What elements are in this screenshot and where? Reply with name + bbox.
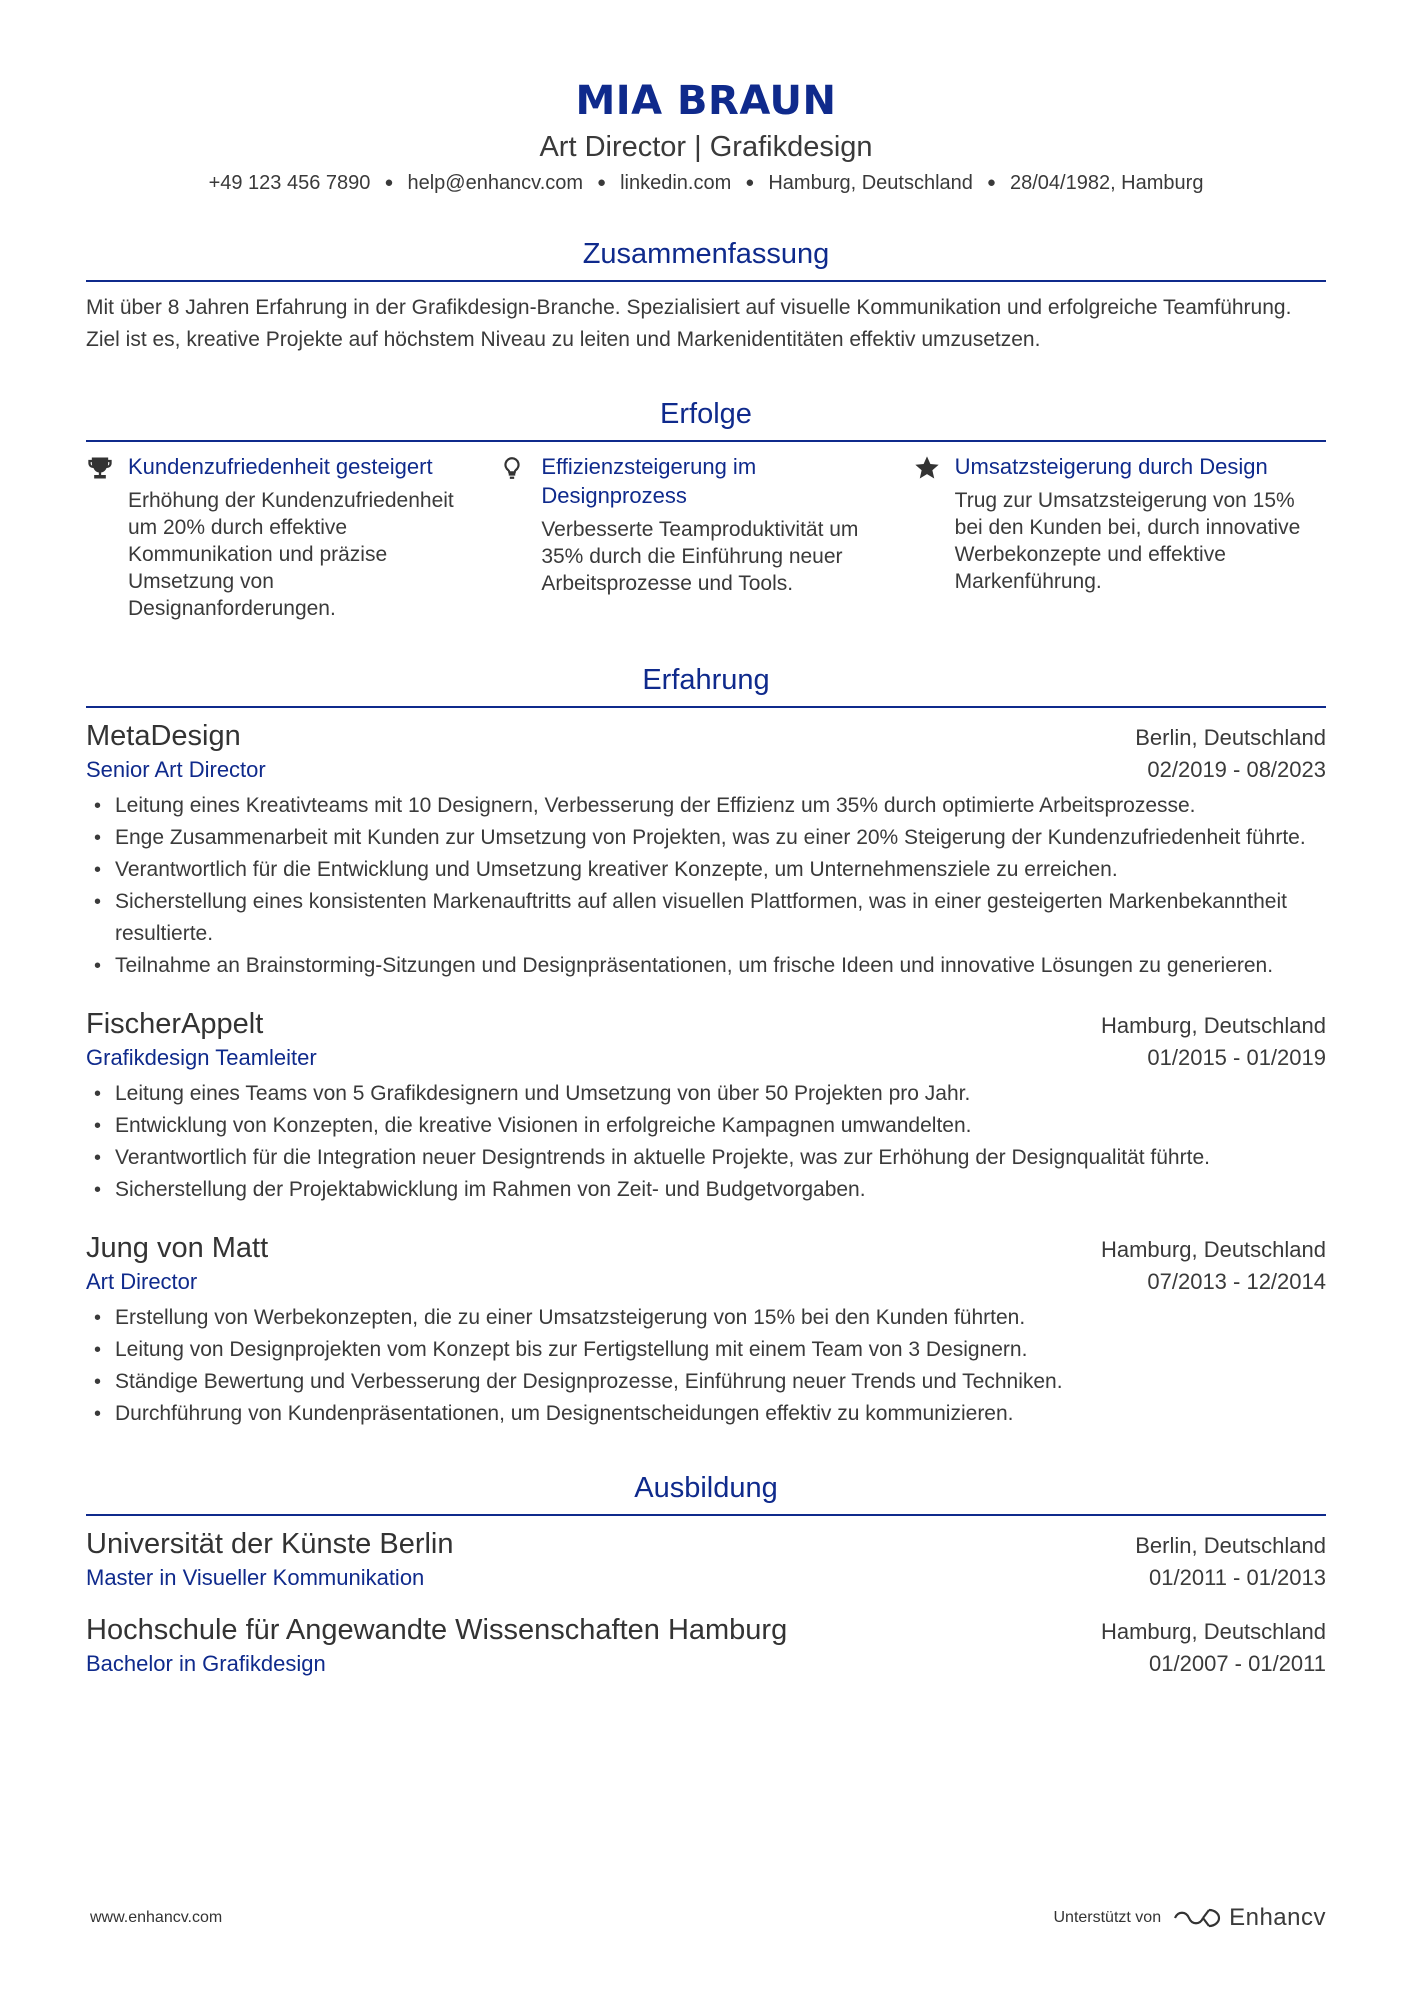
achievement-item bbox=[913, 452, 1326, 622]
degree-name: Master in Visueller Kommunikation bbox=[86, 1565, 425, 1590]
list-item: • Sicherstellung der Projektabwicklung im Rahmen von Zeit- und Budgetvorgaben. bbox=[86, 1174, 1326, 1206]
company-name: Jung von Matt bbox=[86, 1232, 269, 1264]
job-location: Hamburg, Deutschland bbox=[1100, 1013, 1326, 1038]
contact-line bbox=[86, 170, 1326, 196]
achievement-item bbox=[86, 452, 499, 622]
achievement-description: Erhöhung der Kundenzufriedenheit um 20% durch effektive Kommunikation und präzise Umsetzung von Designanforderungen. bbox=[128, 489, 454, 620]
section-title-summary: Zusammenfassung bbox=[582, 238, 830, 270]
lightbulb-icon bbox=[499, 452, 541, 622]
candidate-name: MIA BRAUN bbox=[575, 78, 837, 124]
job-entry bbox=[86, 1006, 1326, 1206]
list-item: • Leitung eines Kreativteams mit 10 Designern, Verbesserung der Effizienz um 35% durch optimierte Arbeitsprozesse. bbox=[86, 790, 1326, 822]
achievements-grid bbox=[86, 452, 1326, 622]
job-role: Senior Art Director bbox=[86, 757, 266, 782]
powered-by-text: Unterstützt von bbox=[1053, 1909, 1162, 1926]
list-item: • Enge Zusammenarbeit mit Kunden zur Umsetzung von Projekten, was zu einer 20% Steigerung der Kundenzufriedenheit führte. bbox=[86, 822, 1326, 854]
bullet-separator: ● bbox=[384, 174, 394, 191]
bullet-separator: ● bbox=[986, 174, 996, 191]
star-icon bbox=[913, 452, 955, 622]
section-divider bbox=[86, 440, 1326, 442]
footer-website-link[interactable]: www.enhancv.com bbox=[90, 1909, 223, 1926]
section-divider bbox=[86, 280, 1326, 282]
bullet-separator: ● bbox=[745, 174, 755, 191]
achievement-title: Effizienzsteigerung im Designprozess bbox=[541, 454, 757, 508]
job-entry bbox=[86, 718, 1326, 982]
candidate-headline: Art Director | Grafikdesign bbox=[539, 131, 873, 163]
job-bullets bbox=[86, 790, 1326, 982]
education-entry bbox=[86, 1612, 1326, 1680]
brand-name: Enhancv bbox=[1229, 1904, 1326, 1931]
resume-header bbox=[86, 0, 1326, 196]
job-location: Hamburg, Deutschland bbox=[1100, 1237, 1326, 1262]
summary-text: Mit über 8 Jahren Erfahrung in der Grafikdesign-Branche. Spezialisiert auf visuelle Kommunikation und erfolgreiche Teamführung. Ziel ist es, kreative Projekte auf höchstem Niveau zu leiten und Markenidentitäten effektiv umzusetzen. bbox=[86, 296, 1292, 351]
list-item: • Teilnahme an Brainstorming-Sitzungen und Designpräsentationen, um frische Ideen und innovative Lösungen zu generieren. bbox=[86, 950, 1326, 982]
section-divider bbox=[86, 706, 1326, 708]
job-bullets bbox=[86, 1078, 1326, 1206]
birth-info-text: 28/04/1982, Hamburg bbox=[1009, 172, 1204, 194]
resume-page bbox=[86, 0, 1326, 1995]
list-item: • Verantwortlich für die Integration neuer Designtrends in aktuelle Projekte, was zur Erhöhung der Designqualität führte. bbox=[86, 1142, 1326, 1174]
location-text: Hamburg, Deutschland bbox=[768, 172, 973, 194]
list-item: • Leitung eines Teams von 5 Grafikdesignern und Umsetzung von über 50 Projekten pro Jahr. bbox=[86, 1078, 1326, 1110]
list-item: • Leitung von Designprojekten vom Konzept bis zur Fertigstellung mit einem Team von 3 Designern. bbox=[86, 1334, 1326, 1366]
degree-name: Bachelor in Grafikdesign bbox=[86, 1651, 326, 1676]
job-bullets bbox=[86, 1302, 1326, 1430]
trophy-icon bbox=[86, 452, 128, 622]
email-link[interactable]: help@enhancv.com bbox=[407, 172, 584, 194]
section-title-achievements: Erfolge bbox=[660, 398, 752, 430]
list-item: • Erstellung von Werbekonzepten, die zu einer Umsatzsteigerung von 15% bei den Kunden führten. bbox=[86, 1302, 1326, 1334]
job-dates: 01/2015 - 01/2019 bbox=[1147, 1045, 1326, 1070]
list-item: • Verantwortlich für die Entwicklung und Umsetzung kreativer Konzepte, um Unternehmensziele zu erreichen. bbox=[86, 854, 1326, 886]
school-location: Hamburg, Deutschland bbox=[1100, 1619, 1326, 1644]
education-dates: 01/2011 - 01/2013 bbox=[1149, 1565, 1326, 1590]
page-footer bbox=[86, 1904, 1326, 1932]
job-entry bbox=[86, 1230, 1326, 1430]
achievement-description: Trug zur Umsatzsteigerung von 15% bei den Kunden bei, durch innovative Werbekonzepte und effektive Markenführung. bbox=[954, 489, 1301, 593]
achievement-description: Verbesserte Teamproduktivität um 35% durch die Einführung neuer Arbeitsprozesse und Tools. bbox=[541, 518, 859, 595]
achievement-title: Kundenzufriedenheit gesteigert bbox=[128, 454, 433, 479]
list-item: • Sicherstellung eines konsistenten Markenauftritts auf allen visuellen Plattformen, was in einer gesteigerten Markenbekanntheit resultierte. bbox=[86, 886, 1326, 950]
education-dates: 01/2007 - 01/2011 bbox=[1149, 1651, 1326, 1676]
enhancv-logo-icon bbox=[1173, 1906, 1221, 1930]
achievement-item bbox=[499, 452, 912, 622]
list-item: • Entwicklung von Konzepten, die kreative Visionen in erfolgreiche Kampagnen umwandelten. bbox=[86, 1110, 1326, 1142]
linkedin-link[interactable]: linkedin.com bbox=[620, 172, 732, 194]
bullet-separator: ● bbox=[597, 174, 607, 191]
section-title-experience: Erfahrung bbox=[642, 664, 770, 696]
job-dates: 07/2013 - 12/2014 bbox=[1147, 1269, 1326, 1294]
job-location: Berlin, Deutschland bbox=[1135, 725, 1326, 750]
phone-text: +49 123 456 7890 bbox=[208, 172, 371, 194]
footer-branding bbox=[1053, 1904, 1326, 1932]
company-name: FischerAppelt bbox=[86, 1008, 264, 1040]
school-name: Universität der Künste Berlin bbox=[86, 1528, 454, 1560]
section-title-education: Ausbildung bbox=[634, 1472, 778, 1504]
list-item: • Durchführung von Kundenpräsentationen, um Designentscheidungen effektiv zu kommunizieren. bbox=[86, 1398, 1326, 1430]
school-location: Berlin, Deutschland bbox=[1135, 1533, 1326, 1558]
section-divider bbox=[86, 1514, 1326, 1516]
education-entry bbox=[86, 1526, 1326, 1594]
job-role: Grafikdesign Teamleiter bbox=[86, 1045, 317, 1070]
job-role: Art Director bbox=[86, 1269, 198, 1294]
company-name: MetaDesign bbox=[86, 720, 241, 752]
school-name: Hochschule für Angewandte Wissenschaften Hamburg bbox=[86, 1614, 788, 1646]
list-item: • Ständige Bewertung und Verbesserung der Designprozesse, Einführung neuer Trends und Techniken. bbox=[86, 1366, 1326, 1398]
job-dates: 02/2019 - 08/2023 bbox=[1147, 757, 1326, 782]
achievement-title: Umsatzsteigerung durch Design bbox=[954, 454, 1268, 479]
